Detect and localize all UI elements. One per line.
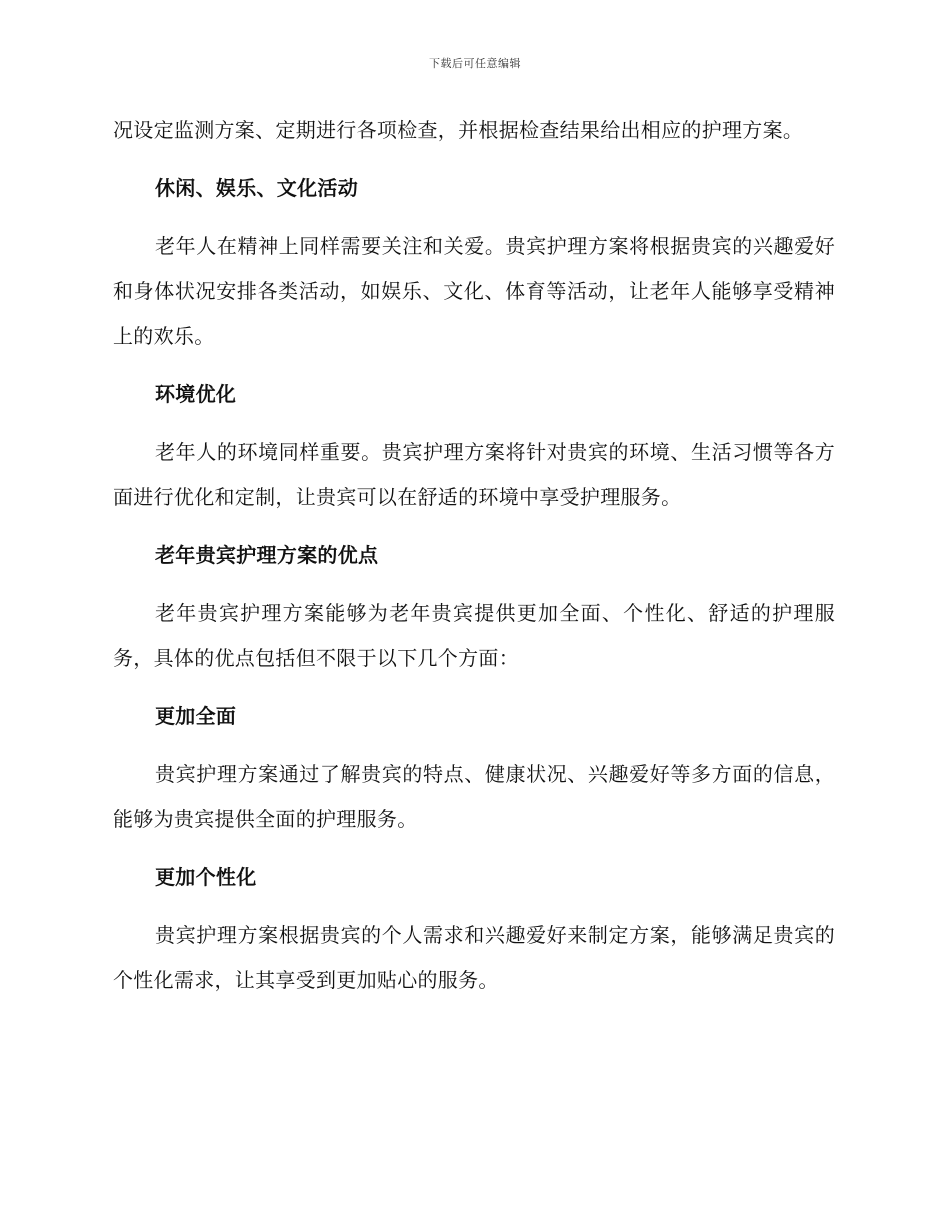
paragraph-personalized: 贵宾护理方案根据贵宾的个人需求和兴趣爱好来制定方案，能够满足贵宾的个性化需求，让其享受到更加贴心的服务。 bbox=[113, 923, 835, 992]
paragraph-environment: 老年人的环境同样重要。贵宾护理方案将针对贵宾的环境、生活习惯等各方面进行优化和定制，让贵宾可以在舒适的环境中享受护理服务。 bbox=[113, 440, 835, 509]
header-note: 下载后可任意编辑 bbox=[429, 57, 521, 70]
document-body bbox=[113, 108, 835, 1016]
paragraph-advantages: 老年贵宾护理方案能够为老年贵宾提供更加全面、个性化、舒适的护理服务，具体的优点包括但不限于以下几个方面： bbox=[113, 601, 835, 670]
section-heading-advantages: 老年贵宾护理方案的优点 bbox=[155, 543, 379, 567]
section-heading-leisure: 休闲、娱乐、文化活动 bbox=[155, 176, 358, 200]
section-heading-environment: 环境优化 bbox=[155, 382, 237, 406]
paragraph-comprehensive: 贵宾护理方案通过了解贵宾的特点、健康状况、兴趣爱好等多方面的信息，能够为贵宾提供全面的护理服务。 bbox=[113, 762, 835, 831]
section-heading-personalized: 更加个性化 bbox=[155, 865, 257, 889]
paragraph-continued: 况设定监测方案、定期进行各项检查，并根据检查结果给出相应的护理方案。 bbox=[113, 118, 804, 142]
paragraph-leisure: 老年人在精神上同样需要关注和关爱。贵宾护理方案将根据贵宾的兴趣爱好和身体状况安排各类活动，如娱乐、文化、体育等活动，让老年人能够享受精神上的欢乐。 bbox=[113, 234, 835, 348]
section-heading-comprehensive: 更加全面 bbox=[155, 704, 237, 728]
